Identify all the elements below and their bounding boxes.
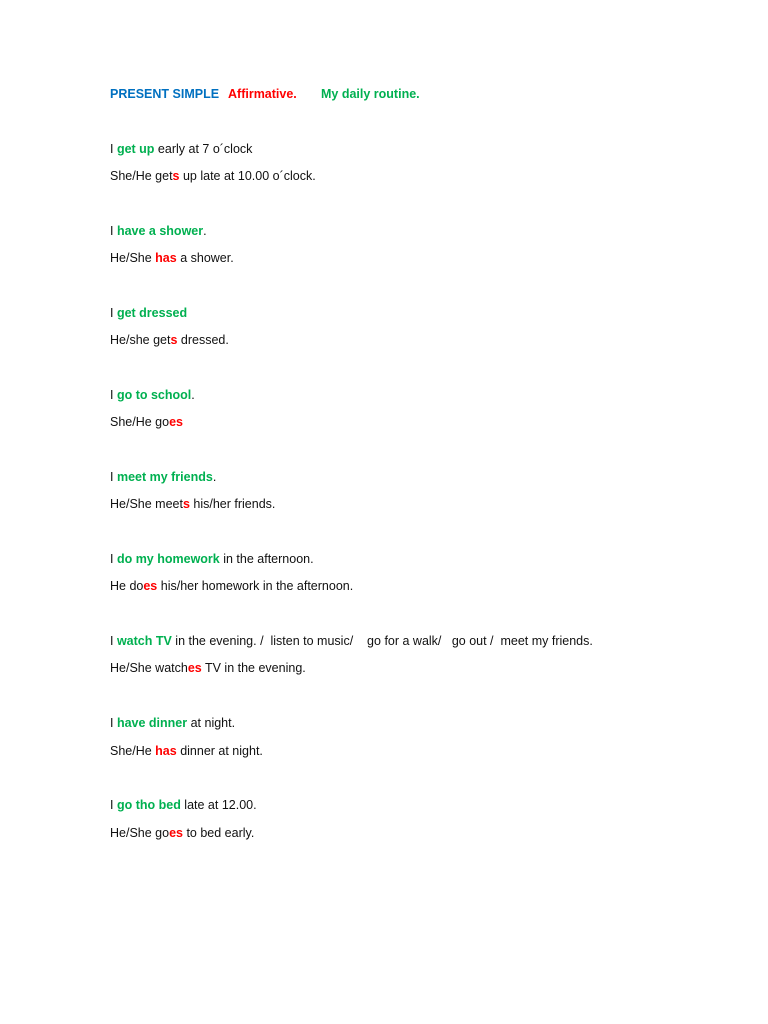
sentence-text: I xyxy=(110,470,117,484)
highlighted-verb: have a shower xyxy=(116,224,204,238)
sentence-third-person-6 xyxy=(110,578,353,594)
sentence-text: I xyxy=(110,224,117,238)
sentence-first-person-8 xyxy=(110,715,235,731)
sentence-third-person-3 xyxy=(110,332,229,348)
sentence-text: He/She watch xyxy=(110,661,188,675)
sentence-text: up late at 10.00 o´clock. xyxy=(179,169,316,183)
sentence-text: dressed. xyxy=(177,333,229,347)
sentence-text: . xyxy=(191,388,195,402)
sentence-third-person-7 xyxy=(110,660,306,676)
sentence-text: dinner at night. xyxy=(176,744,263,758)
sentence-text: to bed early. xyxy=(182,826,255,840)
highlighted-ending: es xyxy=(187,661,202,675)
highlighted-ending: s xyxy=(172,169,180,183)
highlighted-ending: s xyxy=(182,497,190,511)
sentence-text: a shower. xyxy=(176,251,234,265)
sentence-first-person-6 xyxy=(110,551,314,567)
highlighted-ending: es xyxy=(169,826,183,840)
sentence-first-person-5 xyxy=(110,469,216,485)
sentence-text: . xyxy=(203,224,207,238)
highlighted-verb: meet my friends xyxy=(116,470,213,484)
sentence-text: He/she get xyxy=(110,333,171,347)
sentence-text: early at 7 o´clock xyxy=(154,142,253,156)
highlighted-verb: get dressed xyxy=(116,306,188,320)
highlighted-verb: go tho bed xyxy=(116,798,181,812)
sentence-text: She/He xyxy=(110,744,156,758)
highlighted-ending: es xyxy=(169,415,183,429)
sentence-third-person-8 xyxy=(110,743,263,759)
sentence-text: He/She go xyxy=(110,826,170,840)
sentence-text: I xyxy=(110,552,117,566)
sentence-text: I xyxy=(110,388,117,402)
sentence-third-person-4 xyxy=(110,414,183,430)
sentence-first-person-4 xyxy=(110,387,195,403)
sentence-text: I xyxy=(110,716,117,730)
sentence-text: late at 12.00. xyxy=(180,798,257,812)
sentence-text: his/her friends. xyxy=(189,497,276,511)
sentence-text: I xyxy=(110,306,117,320)
sentence-first-person-2 xyxy=(110,223,207,239)
highlighted-verb: go to school xyxy=(116,388,192,402)
highlighted-ending: s xyxy=(170,333,178,347)
sentence-text: in the evening. / listen to music/ go for a walk/ go out / meet my friends. xyxy=(171,634,593,648)
sentence-text: at night. xyxy=(187,716,236,730)
highlighted-ending: es xyxy=(143,579,158,593)
highlighted-verb: get up xyxy=(116,142,155,156)
sentence-text: I xyxy=(110,798,117,812)
sentence-text: . xyxy=(212,470,217,484)
sentence-third-person-1 xyxy=(110,168,316,184)
sentence-text: She/He go xyxy=(110,415,170,429)
sentence-first-person-3 xyxy=(110,305,187,321)
highlighted-ending: has xyxy=(155,744,177,758)
heading-title: PRESENT SIMPLE xyxy=(110,87,220,101)
sentence-text: I xyxy=(110,634,117,648)
sentence-text: his/her homework in the afternoon. xyxy=(157,579,354,593)
sentence-text: He/She xyxy=(110,251,156,265)
sentence-first-person-9 xyxy=(110,797,257,813)
sentence-first-person-7 xyxy=(110,633,593,649)
sentence-third-person-5 xyxy=(110,496,275,512)
sentence-text: TV in the evening. xyxy=(201,661,306,675)
highlighted-verb: have dinner xyxy=(116,716,188,730)
heading-topic: My daily routine. xyxy=(321,87,420,101)
highlighted-verb: watch TV xyxy=(116,634,172,648)
sentence-first-person-1 xyxy=(110,141,252,157)
highlighted-ending: has xyxy=(155,251,177,265)
highlighted-verb: do my homework xyxy=(116,552,220,566)
sentence-text: He do xyxy=(110,579,144,593)
sentence-text: She/He get xyxy=(110,169,173,183)
sentence-text: in the afternoon. xyxy=(219,552,314,566)
sentence-text: I xyxy=(110,142,117,156)
sentence-third-person-9 xyxy=(110,825,254,841)
heading-subtitle: Affirmative. xyxy=(228,87,297,101)
sentence-text: He/She meet xyxy=(110,497,183,511)
sentence-third-person-2 xyxy=(110,250,234,266)
